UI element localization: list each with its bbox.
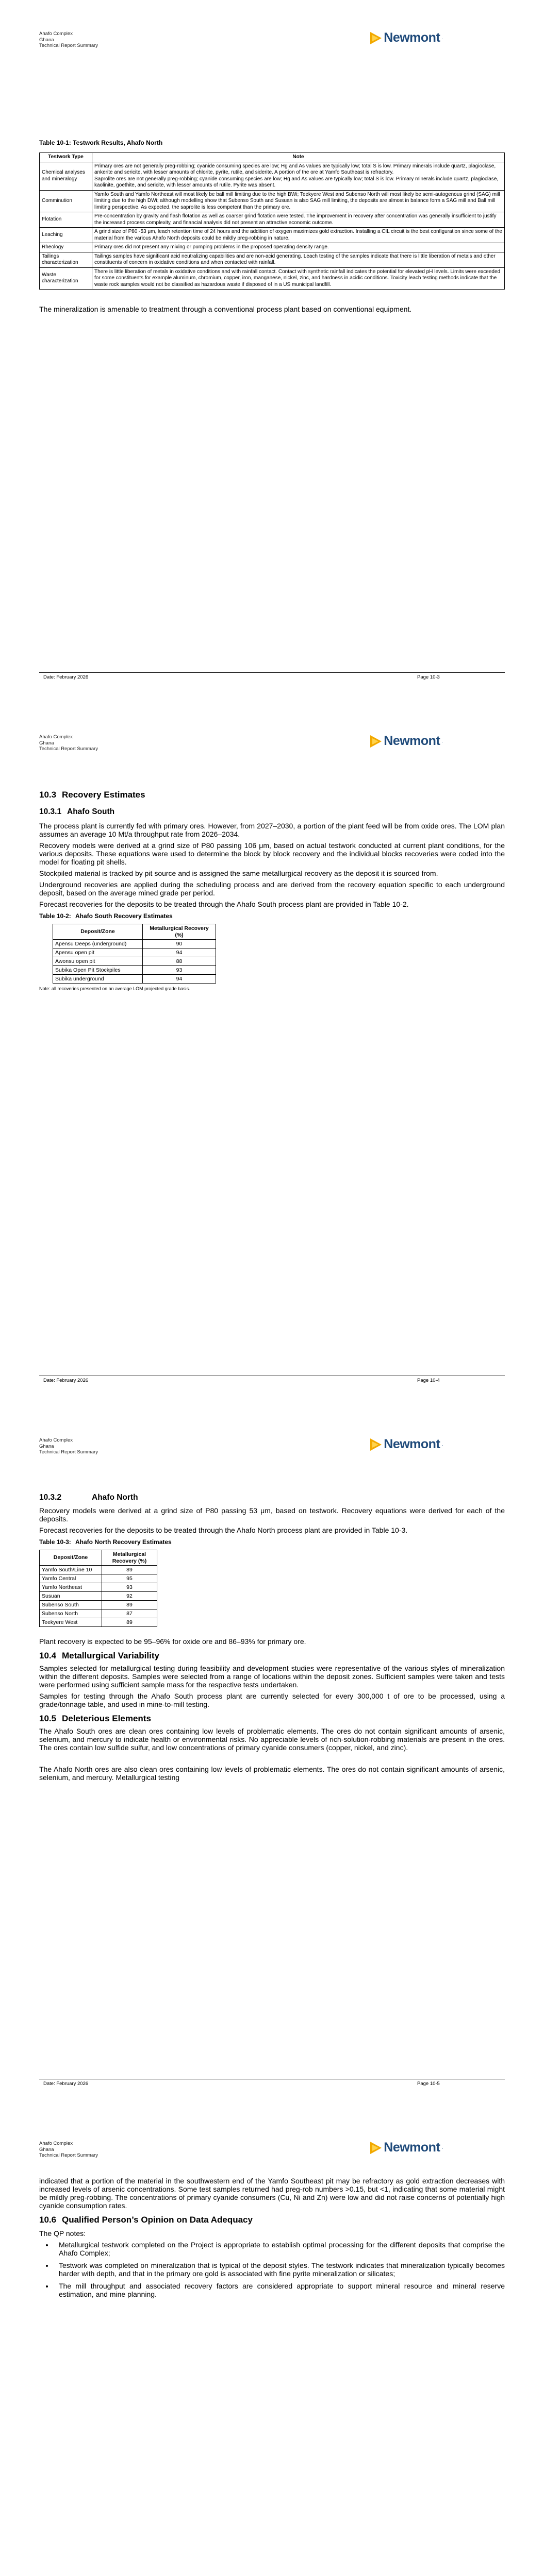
header-country: Ghana: [39, 1443, 54, 1449]
heading-10-4: 10.4 Metallurgical Variability: [39, 1651, 159, 1660]
row-label: Subika underground: [53, 975, 143, 984]
table-row: [40, 243, 505, 252]
heading-10-3-2: 10.3.2 Ahafo North: [39, 1493, 138, 1502]
table-row: [40, 1574, 157, 1583]
row-value: 90: [143, 940, 216, 948]
row-value: There is little liberation of metals in oxidative conditions and with rainfall contact. Contact with synthetic rainfall indicates the potential for elevated pH levels. Limits were exceeded for some constituents for example aluminum, chromium, copper, iron, manganese, nickel, zinc, and hardness in acidic conditions. Toxicity leach testing methods indicate that the waste rock samples would not be classified as hazardous waste if disposed of in a US municipal landfill.: [92, 267, 505, 290]
table-row: [53, 957, 216, 966]
body-paragraph: Samples selected for metallurgical testing during feasibility and development studies were representative of the various styles of mineralization within the different deposits. Samples were selected from a range of locations within the deposit zones. Sufficient samples were taken and tests were performed using sufficient sample mass for the respective tests undertaken.: [39, 1664, 505, 1689]
row-label: Yamfo Northeast: [40, 1583, 102, 1592]
row-label: Chemical analyses and mineralogy: [40, 162, 92, 190]
row-label: Rheology: [40, 243, 92, 252]
row-value: Tailings samples have significant acid neutralizing capabilities and are non-acid generating. Leach testing of the samples indicate that there is little liberation of metals and other constituents of concern in oxidative conditions and when contacted with rainfall.: [92, 252, 505, 267]
page-footer: [39, 2079, 505, 2087]
heading-10-3-1: 10.3.1 Ahafo South: [39, 807, 115, 816]
row-label: Apensu open pit: [53, 948, 143, 957]
qp-intro: The QP notes:: [39, 2229, 86, 2238]
header-company: Ahafo Complex: [39, 31, 73, 37]
heading-10-3: 10.3 Recovery Estimates: [39, 790, 145, 800]
page-10-6: [0, 2110, 544, 2576]
logo-text: Newmont: [384, 734, 440, 749]
table-row: [40, 1592, 157, 1601]
t102-col1: Deposit/Zone: [53, 924, 143, 940]
table-10-1: [39, 152, 505, 290]
row-label: Flotation: [40, 212, 92, 228]
footer-date: Date: February 2026: [43, 674, 89, 680]
qp-bullet: • Testwork was completed on mineralization that is typical of the deposit styles. The testwork indicates that mineralization typically becomes harder with depth, and that in the primary ore gold is associated with fine pyrite mineralization or silicates;: [54, 2261, 505, 2278]
body-paragraph: Forecast recoveries for the deposits to be treated through the Ahafo North process plant are provided in Table 10-3.: [39, 1526, 408, 1534]
logo-text: Newmont: [384, 30, 440, 45]
page-10-4: [0, 703, 544, 1406]
page-header: [39, 734, 505, 755]
deleterious-paragraphs: [39, 1727, 505, 1782]
page-header: [39, 2141, 505, 2161]
row-value: 93: [102, 1583, 157, 1592]
body-paragraph: Recovery models were derived at a grind size of P80 passing 53 μm, based on testwork. Recovery equations were derived for each of the deposits.: [39, 1506, 505, 1523]
row-value: 94: [143, 975, 216, 984]
t103-col2: Metallurgical Recovery (%): [102, 1550, 157, 1566]
table-row: [40, 212, 505, 228]
row-label: Subika Open Pit Stockpiles: [53, 966, 143, 975]
table-row: [40, 1601, 157, 1609]
body-paragraph: Stockpiled material is tracked by pit source and is assigned the same metallurgical recovery as the deposit it is sourced from.: [39, 869, 438, 877]
deleterious-para-2: The Ahafo North ores are also clean ores containing low levels of problematic elements. The ores do not contain significant amounts of arsenic, selenium, and mercury. Metallurgical testing: [39, 1765, 505, 1782]
row-label: Yamfo Central: [40, 1574, 102, 1583]
row-value: 88: [143, 957, 216, 966]
row-value: Primary ores are not generally preg-robbing; cyanide consuming species are low; Hg and As values are typically low; total S is low. Primary minerals include quartz, plagioclase, ankerite and sericite, with lesser amounts of chlorite, pyrite, rutile, and siderite. A portion of the ore at Yamfo Southeast is refractory. Saprolite ores are not generally preg-robbing; cyanide consuming species are low; Hg and As values are typically low; total S is low. Primary minerals include quartz, plagioclase, kaolinite, goethite, and sericite, with lesser amounts of rutile. Pyrite was absent.: [92, 162, 505, 190]
deleterious-continuation: indicated that a portion of the material in the southwestern end of the Yamfo Southeast pit may be refractory as gold extraction decreases with increased levels of arsenic concentrations. Some test samples returned had preg-rob numbers >0.15, but <1, indicating that some material might be mildly preg-robbing. The concentrations of primary cyanide consumers (Cu, Ni and Zn) were low and did not raise concerns of potentially high cyanide consumption rates.: [39, 2177, 505, 2210]
table-10-3: [39, 1550, 157, 1627]
body-paragraph: Samples for testing through the Ahafo South process plant are currently selected for every 300,000 t of ore to be processed, using a grade/tonnage table, and used in mine-to-mill testing.: [39, 1692, 505, 1708]
row-label: Subenso South: [40, 1601, 102, 1609]
logo-text: Newmont: [384, 1437, 440, 1452]
body-paragraph: The process plant is currently fed with primary ores. However, from 2027–2030, a portion of the plant feed will be from oxide ores. The LOM plan assumes an average 10 Mt/a throughput rate from 2026–2034.: [39, 822, 505, 838]
row-label: Subenso North: [40, 1609, 102, 1618]
row-value: Yamfo South and Yamfo Northeast will most likely be ball mill limiting due to the high BWi; Teekyere West and Subenso North will most likely be semi-autogenous grind (SAG) mill limiting due to the high DWi; although modelling show that Subenso South and Susuan is also SAG mill limiting, the deposits are almost in balance form a SAG mill and Ball mill limiting perspective. As expected, the saprolite is less competent than the primary ore.: [92, 190, 505, 212]
table-row: [53, 948, 216, 957]
heading-10-6: 10.6 Qualified Person’s Opinion on Data Adequacy: [39, 2215, 253, 2225]
header-company: Ahafo Complex: [39, 734, 73, 740]
row-value: 93: [143, 966, 216, 975]
newmont-logo-icon: [370, 735, 382, 748]
qp-bullet: • The mill throughput and associated recovery factors are considered appropriate to support mineral resource and mineral reserve estimation, and mine planning.: [54, 2282, 505, 2298]
row-label: Susuan: [40, 1592, 102, 1601]
row-value: 89: [102, 1618, 157, 1627]
footer-page: Page 10-5: [417, 2081, 440, 2087]
body-paragraph: Recovery models were derived at a grind size of P80 passing 106 μm, based on actual testwork conducted at current plant conditions, for the various deposits. These equations were used to determine the block by block recovery and the individual blocks recoveries were coded into the model for floating pit shells.: [39, 841, 505, 866]
footer-date: Date: February 2026: [43, 2081, 89, 2087]
page-header: [39, 31, 505, 52]
qp-bullet: • Metallurgical testwork completed on the Project is appropriate to establish optimal processing for the different deposits that comprise the Ahafo Complex;: [54, 2241, 505, 2257]
header-company: Ahafo Complex: [39, 1437, 73, 1443]
table-row: [40, 1566, 157, 1574]
row-label: Waste characterization: [40, 267, 92, 290]
ahafo-south-paragraphs: [39, 822, 505, 908]
row-value: 94: [143, 948, 216, 957]
table-row: [40, 228, 505, 243]
header-doc: Technical Report Summary: [39, 43, 98, 48]
row-label: Leaching: [40, 228, 92, 243]
row-value: 95: [102, 1574, 157, 1583]
row-value: 87: [102, 1609, 157, 1618]
page-footer: [39, 672, 505, 680]
header-company: Ahafo Complex: [39, 2141, 73, 2146]
table-row: [53, 966, 216, 975]
newmont-logo: Newmont .: [370, 32, 443, 44]
table-row: [40, 162, 505, 190]
table-row: [40, 267, 505, 290]
t102-col2: Metallurgical Recovery (%): [143, 924, 216, 940]
page-10-3: [0, 0, 544, 703]
row-label: Apensu Deeps (underground): [53, 940, 143, 948]
newmont-logo-icon: [370, 1438, 382, 1451]
body-paragraph: Forecast recoveries for the deposits to be treated through the Ahafo South process plant are provided in Table 10-2.: [39, 900, 409, 908]
table-row: [40, 252, 505, 267]
page-header: [39, 1437, 505, 1458]
qp-bullet-list: [39, 2241, 505, 2298]
table-row: [40, 1583, 157, 1592]
logo-text: Newmont: [384, 2140, 440, 2155]
row-label: Teekyere West: [40, 1618, 102, 1627]
header-country: Ghana: [39, 37, 54, 43]
footer-page: Page 10-3: [417, 674, 440, 680]
row-label: Comminution: [40, 190, 92, 212]
newmont-logo: Newmont .: [370, 2142, 443, 2154]
table-10-2-caption: Table 10-2: Ahafo South Recovery Estimates: [39, 912, 173, 920]
heading-10-5: 10.5 Deleterious Elements: [39, 1714, 151, 1723]
table-10-3-caption: Table 10-3: Ahafo North Recovery Estimates: [39, 1538, 172, 1546]
row-value: 89: [102, 1601, 157, 1609]
table-10-1-caption: Table 10-1: Testwork Results, Ahafo North: [39, 139, 163, 146]
table-header-type: Testwork Type: [40, 153, 92, 162]
page-10-5: [0, 1406, 544, 2110]
table-row: [40, 1618, 157, 1627]
row-value: 89: [102, 1566, 157, 1574]
row-label: Yamfo South/Line 10: [40, 1566, 102, 1574]
row-value: Pre-concentration by gravity and flash flotation as well as coarser grind flotation were tested. The improvement in recovery after concentration was generally insufficient to justify the increased process complexity, and financial analysis did not present an attractive economic outcome.: [92, 212, 505, 228]
table-row: [53, 975, 216, 984]
footer-date: Date: February 2026: [43, 1378, 89, 1383]
t103-col1: Deposit/Zone: [40, 1550, 102, 1566]
header-doc: Technical Report Summary: [39, 746, 98, 752]
newmont-logo: Newmont .: [370, 735, 443, 748]
row-label: Tailings characterization: [40, 252, 92, 267]
page-footer: [39, 1376, 505, 1383]
body-paragraph: Underground recoveries are applied during the scheduling process and are derived from the recovery equation specific to each underground deposit, based on the average mined grade per period.: [39, 880, 505, 897]
newmont-logo-icon: [370, 2142, 382, 2154]
table-row: [53, 940, 216, 948]
p1-text: The mineralization is amenable to treatment through a conventional process plant based on conventional equipment.: [39, 305, 412, 313]
header-country: Ghana: [39, 2146, 54, 2153]
table-row: [40, 1609, 157, 1618]
row-value: 92: [102, 1592, 157, 1601]
table-10-2-note: Note: all recoveries presented on an average LOM projected grade basis.: [39, 986, 190, 991]
newmont-logo: Newmont .: [370, 1438, 443, 1451]
variability-paragraphs: [39, 1664, 505, 1708]
row-value: Primary ores did not present any mixing or pumping problems in the proposed operating density range.: [92, 243, 505, 252]
header-doc: Technical Report Summary: [39, 1449, 98, 1455]
table-10-2: [53, 924, 216, 984]
plant-recovery-text: Plant recovery is expected to be 95–96% for oxide ore and 86–93% for primary ore.: [39, 1637, 306, 1646]
footer-page: Page 10-4: [417, 1378, 440, 1383]
row-label: Awonsu open pit: [53, 957, 143, 966]
deleterious-para-1: The Ahafo South ores are clean ores containing low levels of problematic elements. The ores do not contain significant amounts of arsenic, selenium, and mercury to indicate health or environmental risks. No appreciable levels of rich-solution-robbing materials are present in the ores. The ores contain low sulfide sulfur, and low concentrations of primary cyanide consumers (copper, nickel, and zinc).: [39, 1727, 505, 1752]
header-doc: Technical Report Summary: [39, 2153, 98, 2158]
newmont-logo-icon: [370, 32, 382, 44]
header-country: Ghana: [39, 740, 54, 746]
row-value: A grind size of P80 -53 μm, leach retention time of 24 hours and the addition of oxygen maximizes gold extraction. Installing a CIL circuit is the best configuration since some of the material from the various Ahafo North deposits could be mildly preg-robbing in nature.: [92, 228, 505, 243]
table-row: [40, 190, 505, 212]
table-header-note: Note: [92, 153, 505, 162]
ahafo-north-paragraphs: [39, 1506, 505, 1534]
